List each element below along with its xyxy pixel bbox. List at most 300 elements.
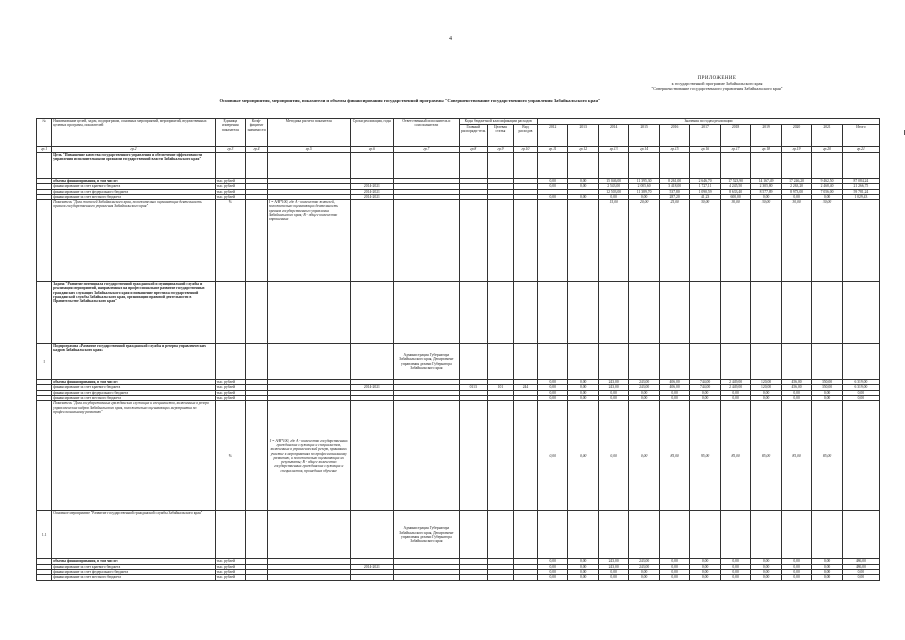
- value-cell: 0,00: [751, 575, 781, 580]
- code-gr: [459, 200, 487, 282]
- column-number: гр.2: [52, 147, 215, 153]
- task-text: Задача "Развитие потенциала государственной гражданской и муниципальной службы и реализация мероприятий, направленных на профессиональное развитие государственных гражданских служащих Забайкальского края и повышение престижа государственной гражданской службы Забайкальского края, организации правовой деятельности в Правительстве Забайкальского края": [52, 282, 215, 344]
- empty-cell: [598, 282, 628, 344]
- event-no: 1.1: [37, 511, 52, 559]
- value-cell: 0,00: [598, 194, 628, 199]
- empty-cell: [459, 344, 487, 380]
- column-number: гр.1: [37, 147, 52, 153]
- header-year-2020: 2020: [781, 125, 811, 147]
- value-cell: 0,00: [537, 559, 567, 564]
- appendix-title: ПРИЛОЖЕНИЕ: [697, 76, 737, 81]
- method-cell: [267, 575, 350, 580]
- value-cell: 744,00: [690, 385, 720, 390]
- header-responsible: Ответственный исполнитель и соисполнители: [394, 119, 459, 147]
- column-number: гр.16: [690, 147, 720, 153]
- value-cell: 0,00: [812, 569, 842, 574]
- total-cell: 1 029,43: [842, 194, 879, 199]
- indicator-value: 85,00: [659, 401, 689, 511]
- empty-cell: [537, 344, 567, 380]
- finance-unit: тыс. рублей: [215, 564, 245, 569]
- finance-label: финансирование за счет федерального бюджета: [52, 189, 215, 194]
- header-cs: Целевая статья: [487, 125, 513, 147]
- row-no: [37, 200, 52, 282]
- header-no: №: [37, 119, 52, 147]
- indicator-label: Показатель "Доля жителей Забайкальского края, положительно оценивающих деятельность органов государственного управления Забайкальского края": [52, 200, 215, 282]
- value-cell: 406,00: [659, 385, 689, 390]
- subprogram-row: [37, 344, 880, 380]
- empty-cell: [513, 344, 537, 380]
- column-number: гр.3: [215, 147, 245, 153]
- empty-cell: [781, 282, 811, 344]
- column-number: гр.8: [459, 147, 487, 153]
- value-cell: 41,23: [690, 194, 720, 199]
- value-cell: 1 727,11: [690, 184, 720, 189]
- empty-cell: [659, 153, 689, 179]
- indicator-value: 30,00: [781, 200, 811, 282]
- header-total: Итого: [842, 125, 879, 147]
- finance-label: финансирование за счет местного бюджета: [52, 194, 215, 199]
- value-cell: 456,00: [781, 385, 811, 390]
- empty-cell: [842, 282, 879, 344]
- value-cell: 0,00: [629, 569, 659, 574]
- finance-label: финансирование за счет федерального бюджета: [52, 569, 215, 574]
- value-cell: 0,00: [537, 184, 567, 189]
- value-cell: 8 577,89: [751, 189, 781, 194]
- coef-cell: [246, 200, 268, 282]
- value-cell: 11 395,30: [629, 179, 659, 184]
- header-year-2019: 2019: [751, 125, 781, 147]
- code-vr: [513, 575, 537, 580]
- empty-cell: [842, 344, 879, 380]
- header-unit: Единица измерения показателя: [215, 119, 245, 147]
- finance-unit: тыс. рублей: [215, 380, 245, 385]
- value-cell: 2 646,70: [690, 179, 720, 184]
- column-number: гр.7: [394, 147, 459, 153]
- value-cell: 2 449,00: [720, 380, 750, 385]
- value-cell: 0,00: [568, 396, 598, 401]
- column-number: гр.14: [629, 147, 659, 153]
- value-cell: 120,00: [751, 380, 781, 385]
- finance-label: финансирование за счет федерального бюджета: [52, 390, 215, 395]
- value-cell: 0,00: [812, 564, 842, 569]
- empty-cell: [812, 282, 842, 344]
- value-cell: 0,00: [568, 184, 598, 189]
- column-number: гр.17: [720, 147, 750, 153]
- indicator-label: Показатель "Доля государственных гражданских служащих и специалистов, включенных в резерв управленческих кадров Забайкальского края, положительно оценивающих мероприятия по профессиональному развитию": [52, 401, 215, 511]
- finance-label: финансирование за счет краевого бюджета: [52, 385, 215, 390]
- code-vr: [513, 401, 537, 511]
- responsible-cell: [394, 200, 459, 282]
- total-cell: 6 319,00: [842, 380, 879, 385]
- finance-label: финансирование за счет краевого бюджета: [52, 184, 215, 189]
- indicator-value: 95,00: [690, 401, 720, 511]
- value-cell: 0,00: [659, 575, 689, 580]
- indicator-value: 85,00: [720, 401, 750, 511]
- column-number: гр.13: [598, 147, 628, 153]
- empty-cell: [812, 344, 842, 380]
- appendix-line-1: к государственной программе Забайкальского края: [671, 81, 763, 87]
- indicator-value: 15,00: [598, 200, 628, 282]
- term-cell: [350, 401, 394, 511]
- finance-unit: тыс. рублей: [215, 569, 245, 574]
- value-cell: 0,00: [781, 569, 811, 574]
- total-cell: 21 266,75: [842, 184, 879, 189]
- empty-cell: [720, 153, 750, 179]
- header-year-2017: 2017: [690, 125, 720, 147]
- empty-cell: [842, 153, 879, 179]
- code-cs: [487, 401, 513, 511]
- header-year-2014: 2014: [598, 125, 628, 147]
- value-cell: 15 046,00: [598, 179, 628, 184]
- value-cell: 4 245,50: [720, 184, 750, 189]
- header-vr: Вид расходов: [513, 125, 537, 147]
- empty-cell: [842, 511, 879, 559]
- column-number: гр.11: [537, 147, 567, 153]
- indicator-value: [568, 200, 598, 282]
- value-cell: 0,00: [537, 396, 567, 401]
- header-codes: Коды бюджетной классификации расходов: [459, 119, 537, 125]
- indicator-method: I = А/В*100, где А - количество государственных гражданских служащих и специалистов, включенных в управленческий резерв, принявших участие в мероприятиях по профессиональному развитию, и положительно оценивающих их результаты; В - общее количество государственных гражданских служащих и специалистов, прошедших обучение: [267, 401, 350, 511]
- value-cell: 0,00: [781, 575, 811, 580]
- column-number: гр.19: [781, 147, 811, 153]
- indicator-unit: %: [215, 200, 245, 282]
- header-year-2016: 2016: [659, 125, 689, 147]
- column-number: гр.21: [842, 147, 879, 153]
- goal-text: Цель "Повышение качества государственного управления и обеспечение эффективности управления исполнительными органами государственной власти Забайкальского края": [52, 153, 215, 179]
- indicator-value: 0,00: [629, 401, 659, 511]
- value-cell: 0,00: [568, 559, 598, 564]
- value-cell: 350,00: [812, 385, 842, 390]
- empty-cell: [487, 344, 513, 380]
- indicator-value: 30,00: [690, 200, 720, 282]
- empty-cell: [751, 344, 781, 380]
- value-cell: 0,00: [568, 194, 598, 199]
- empty-cell: [690, 282, 720, 344]
- value-cell: 0,00: [537, 179, 567, 184]
- term-cell: [350, 200, 394, 282]
- row-no: [37, 575, 52, 580]
- finance-term: 2014-2021: [350, 184, 394, 189]
- empty-cell: [215, 153, 245, 179]
- page-number: 4: [449, 36, 452, 42]
- value-cell: 14 167,49: [751, 179, 781, 184]
- value-cell: 0,00: [568, 569, 598, 574]
- value-cell: 243,00: [629, 559, 659, 564]
- value-cell: 243,00: [598, 564, 628, 569]
- coef-cell: [246, 511, 268, 559]
- finance-label: финансирование за счет местного бюджета: [52, 575, 215, 580]
- finance-unit: тыс. рублей: [215, 575, 245, 580]
- term-cell: [350, 344, 394, 380]
- value-cell: 0,00: [690, 575, 720, 580]
- empty-cell: [659, 344, 689, 380]
- empty-cell: [690, 153, 720, 179]
- empty-cell: [781, 511, 811, 559]
- value-cell: 2 468,40: [812, 184, 842, 189]
- empty-cell: [513, 511, 537, 559]
- value-cell: 0,00: [537, 385, 567, 390]
- coef-cell: [246, 575, 268, 580]
- empty-cell: [720, 344, 750, 380]
- header-term: Сроки реализации, годы: [350, 119, 394, 147]
- code-cs: [487, 200, 513, 282]
- value-cell: 0,00: [598, 390, 628, 395]
- indicator-value: 85,00: [781, 401, 811, 511]
- value-cell: 0,00: [812, 396, 842, 401]
- appendix-block: [617, 76, 817, 92]
- empty-cell: [629, 511, 659, 559]
- subprogram-no: I: [37, 344, 52, 380]
- term-cell: [350, 511, 394, 559]
- value-cell: 243,00: [598, 559, 628, 564]
- value-cell: 0,00: [568, 380, 598, 385]
- empty-cell: [568, 153, 598, 179]
- finance-unit: тыс. рублей: [215, 189, 245, 194]
- indicator-value: 85,00: [751, 401, 781, 511]
- value-cell: 7 056,00: [812, 189, 842, 194]
- value-cell: 0,00: [537, 380, 567, 385]
- value-cell: 0,00: [598, 396, 628, 401]
- total-cell: 59 781,24: [842, 189, 879, 194]
- finance-unit: тыс. рублей: [215, 390, 245, 395]
- indicator-value: 85,00: [812, 401, 842, 511]
- value-cell: 350,00: [812, 380, 842, 385]
- row-no: [37, 282, 52, 344]
- value-cell: 243,00: [629, 385, 659, 390]
- finance-unit: тыс. рублей: [215, 184, 245, 189]
- value-cell: 0,00: [568, 564, 598, 569]
- unit-cell: [215, 344, 245, 380]
- value-cell: 2 263,20: [781, 184, 811, 189]
- empty-cell: [812, 153, 842, 179]
- indicator-value: 20,00: [629, 200, 659, 282]
- value-cell: 3 418,00: [659, 184, 689, 189]
- indicator-row: [37, 401, 880, 511]
- indicator-total: [842, 401, 879, 511]
- coef-cell: [246, 344, 268, 380]
- empty-cell: [267, 153, 350, 179]
- finance-label: объемы финансирования, в том числе:: [52, 559, 215, 564]
- value-cell: 0,00: [537, 390, 567, 395]
- value-cell: 0,00: [781, 559, 811, 564]
- indicator-value: 30,00: [720, 200, 750, 282]
- subprogram-text: Подпрограмма «Развитие государственной гражданской службы и резерва управленческих кадров Забайкальского края»: [52, 344, 215, 380]
- empty-cell: [537, 511, 567, 559]
- total-cell: 486,00: [842, 564, 879, 569]
- finance-term: [350, 575, 394, 580]
- value-cell: 120,00: [751, 385, 781, 390]
- code-cs: [487, 575, 513, 580]
- column-number: гр.20: [812, 147, 842, 153]
- value-cell: 0,00: [720, 396, 750, 401]
- column-number: гр.9: [487, 147, 513, 153]
- empty-cell: [537, 282, 567, 344]
- finance-unit: тыс. рублей: [215, 194, 245, 199]
- empty-cell: [487, 153, 513, 179]
- value-cell: 0,00: [720, 390, 750, 395]
- empty-cell: [659, 511, 689, 559]
- value-cell: 0,00: [751, 569, 781, 574]
- total-cell: 6 319,00: [842, 385, 879, 390]
- value-cell: 0,00: [751, 194, 781, 199]
- indicator-method: I = А/В*100, где А - количество жителей, положительно оценивающих деятельность органов государственного управления Забайкальского края; В - общее количество опрошенных: [267, 200, 350, 282]
- finance-label: объемы финансирования, в том числе:: [52, 380, 215, 385]
- value-cell: 0,00: [568, 179, 598, 184]
- total-cell: 486,00: [842, 559, 879, 564]
- value-cell: 0,00: [751, 564, 781, 569]
- value-cell: 0,00: [781, 396, 811, 401]
- value-cell: 0,00: [751, 390, 781, 395]
- column-number: гр.10: [513, 147, 537, 153]
- finance-unit: тыс. рублей: [215, 559, 245, 564]
- value-cell: 8 973,00: [781, 189, 811, 194]
- empty-cell: [459, 282, 487, 344]
- empty-cell: [513, 153, 537, 179]
- row-no: [37, 401, 52, 511]
- empty-cell: [720, 511, 750, 559]
- empty-cell: [513, 282, 537, 344]
- finance-term: 2014-2021: [350, 194, 394, 199]
- value-cell: 0,00: [720, 569, 750, 574]
- empty-cell: [751, 153, 781, 179]
- value-cell: 0,00: [659, 559, 689, 564]
- code-gr: [459, 575, 487, 580]
- empty-cell: [751, 511, 781, 559]
- value-cell: 0,00: [720, 575, 750, 580]
- empty-cell: [690, 511, 720, 559]
- empty-cell: [690, 344, 720, 380]
- total-cell: 0,00: [842, 569, 879, 574]
- header-values: Значения по годам реализации: [537, 119, 879, 125]
- empty-cell: [459, 511, 487, 559]
- value-cell: 0,00: [812, 575, 842, 580]
- responsible-cell: [394, 575, 459, 580]
- column-number: гр.5: [267, 147, 350, 153]
- finance-label: финансирование за счет краевого бюджета: [52, 564, 215, 569]
- value-cell: 0,00: [568, 385, 598, 390]
- code-cs: 101: [487, 385, 513, 390]
- code-gr: [459, 401, 487, 511]
- empty-cell: [246, 282, 268, 344]
- appendix-line-2: "Совершенствование государственного управления Забайкальского края": [651, 86, 783, 92]
- value-cell: 0,00: [690, 564, 720, 569]
- indicator-row: [37, 200, 880, 282]
- column-number: гр.15: [659, 147, 689, 153]
- value-cell: 0,00: [690, 396, 720, 401]
- code-vr: 244: [513, 385, 537, 390]
- finance-label: объемы финансирования, в том числе:: [52, 179, 215, 184]
- value-cell: 243,00: [598, 385, 628, 390]
- column-number: гр.6: [350, 147, 394, 153]
- empty-cell: [568, 282, 598, 344]
- empty-cell: [720, 282, 750, 344]
- value-cell: 1 090,59: [690, 189, 720, 194]
- header-year-2013: 2013: [568, 125, 598, 147]
- indicator-value: 30,00: [812, 200, 842, 282]
- empty-cell: [659, 282, 689, 344]
- event-row: [37, 511, 880, 559]
- column-number: гр.12: [568, 147, 598, 153]
- empty-cell: [598, 153, 628, 179]
- goal-row: [37, 153, 880, 179]
- empty-cell: [350, 153, 394, 179]
- empty-cell: [487, 282, 513, 344]
- value-cell: 0,00: [812, 390, 842, 395]
- value-cell: 12 503,00: [598, 189, 628, 194]
- header-year-2021: 2021: [812, 125, 842, 147]
- indicator-value: 0,00: [568, 401, 598, 511]
- program-table: [36, 118, 880, 581]
- value-cell: 0,00: [690, 559, 720, 564]
- value-cell: 9 462,50: [812, 179, 842, 184]
- total-cell: 0,00: [842, 396, 879, 401]
- value-cell: 0,00: [690, 390, 720, 395]
- empty-cell: [394, 153, 459, 179]
- event-responsible: Администрация Губернатора Забайкальского края, Департамент управления делами Губернатора Забайкальского края: [394, 511, 459, 559]
- empty-cell: [629, 344, 659, 380]
- document-title: Основные мероприятия, мероприятия, показатели и объемы финансирования государственной программы "Совершенствование государственного управления Забайкальского края": [219, 98, 601, 103]
- empty-cell: [487, 511, 513, 559]
- finance-unit: тыс. рублей: [215, 179, 245, 184]
- empty-cell: [781, 153, 811, 179]
- empty-cell: [394, 282, 459, 344]
- empty-cell: [459, 153, 487, 179]
- value-cell: 0,00: [537, 564, 567, 569]
- value-cell: 600,00: [720, 194, 750, 199]
- code-gr: 0113: [459, 385, 487, 390]
- value-cell: 456,00: [781, 380, 811, 385]
- empty-cell: [812, 511, 842, 559]
- empty-cell: [629, 282, 659, 344]
- indicator-value: 30,00: [751, 200, 781, 282]
- finance-unit: тыс. рублей: [215, 385, 245, 390]
- value-cell: 243,00: [629, 380, 659, 385]
- code-vr: [513, 200, 537, 282]
- value-cell: 0,00: [659, 390, 689, 395]
- empty-cell: [267, 282, 350, 344]
- method-cell: [267, 511, 350, 559]
- value-cell: 0,00: [751, 559, 781, 564]
- finance-term: 2014-2021: [350, 385, 394, 390]
- total-cell: 87 084,24: [842, 179, 879, 184]
- event-text: Основное мероприятие "Развитие государственной гражданской службы Забайкальского края": [52, 511, 215, 559]
- value-cell: 0,00: [659, 564, 689, 569]
- value-cell: 0,00: [812, 194, 842, 199]
- empty-cell: [629, 153, 659, 179]
- header-coef: Коэф-фициент значимости: [246, 119, 268, 147]
- value-cell: 0,00: [537, 575, 567, 580]
- value-cell: 0,00: [629, 390, 659, 395]
- empty-cell: [350, 282, 394, 344]
- value-cell: 0,00: [812, 559, 842, 564]
- header-gr: Главный распоряди-тель: [459, 125, 487, 147]
- finance-term: 2014-2021: [350, 564, 394, 569]
- value-cell: 0,00: [720, 564, 750, 569]
- value-cell: 2 543,00: [598, 184, 628, 189]
- value-cell: 8 261,00: [659, 179, 689, 184]
- value-cell: 744,00: [690, 380, 720, 385]
- value-cell: 0,00: [568, 390, 598, 395]
- value-cell: 0,00: [598, 569, 628, 574]
- header-method: Методика расчета показателя: [267, 119, 350, 147]
- value-cell: 0,00: [690, 569, 720, 574]
- value-cell: 0,00: [568, 575, 598, 580]
- total-cell: 0,00: [842, 390, 879, 395]
- column-number: гр.4: [246, 147, 268, 153]
- value-cell: 2 305,80: [751, 184, 781, 189]
- indicator-value: 0,00: [537, 401, 567, 511]
- empty-cell: [598, 344, 628, 380]
